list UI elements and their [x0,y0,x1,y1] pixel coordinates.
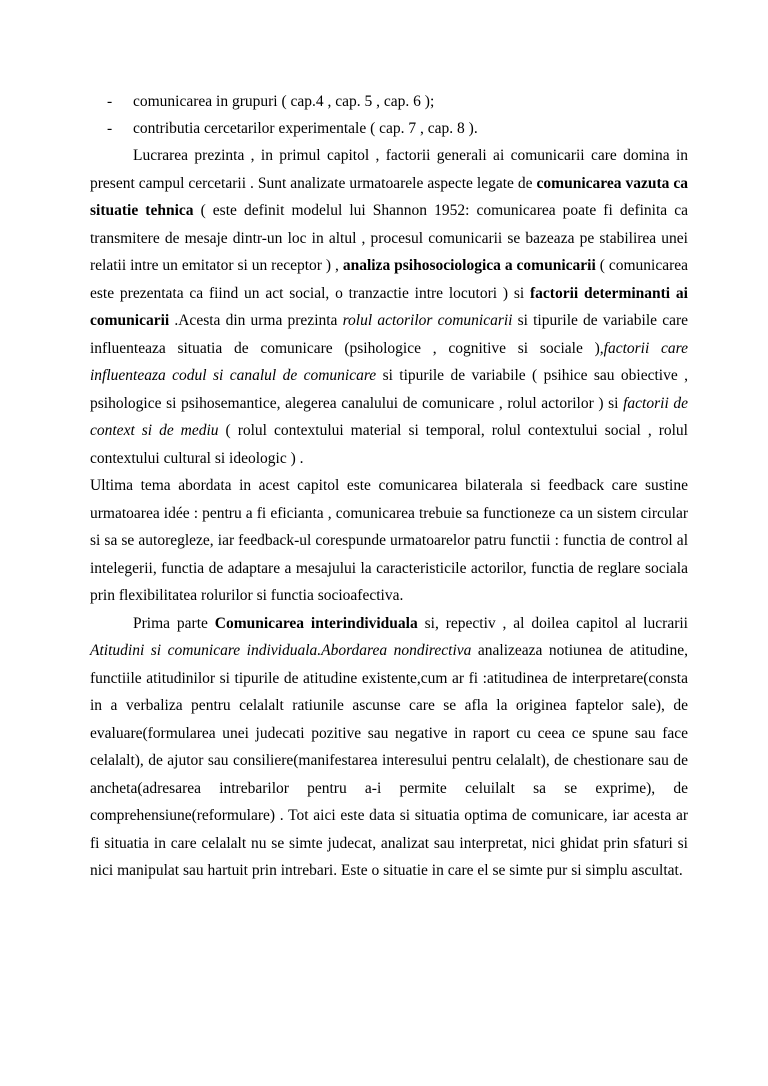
bullet-text: comunicarea in grupuri ( cap.4 , cap. 5 , cap. 6 ); [133,93,435,110]
bullet-dash: - [107,120,113,137]
page-content [90,88,688,885]
italic-term: ,factorii care influenteaza codul si canalul de comunicare [90,339,688,384]
italic-term: factorii de context si de mediu [90,394,688,439]
paragraph-chapter-one [90,142,688,472]
bold-term: factorii determinanti ai comunicarii [90,284,688,329]
italic-term: rolul actorilor comunicarii [342,312,513,329]
text-run: .Acesta din urma prezinta [169,312,343,329]
paragraph-feedback: Ultima tema abordata in acest capitol este comunicarea bilaterala si feedback care sustine urmatoarea idée : pentru a fi eficianta , comunicarea trebuie sa functioneze ca un sistem circular si sa se autoregleze, iar feedback-ul corespunde urmatoarelor patru functii : functia de control al intelegerii, functia de adaptare a mesajului la caracteristicile actorilor, functia de reglare sociala prin flexibilitatea rolurilor si functia socioafectiva. [90,477,688,604]
italic-term: Atitudini si comunicare individuala.Abordarea nondirectiva [90,642,472,659]
text-run: Prima parte [133,614,215,632]
text-run: Lucrarea prezinta , in primul capitol , factorii generali ai comunicarii care domina in present campul cercetarii . Sunt analizate urmatoarele aspecte legate de [90,147,688,192]
text-run: ( este definit modelul lui Shannon 1952: comunicarea poate fi definita ca transmitere de mesaje dintr-un loc in altul , procesul comunicarii se bazeaza pe stabilirea unei relatii intre un emitator si un receptor ) , [90,202,688,274]
bold-term: Comunicarea interindividuala [214,614,418,632]
bullet-item-experiments [90,115,688,142]
paragraph-first-part [90,610,688,885]
bold-term: comunicarea vazuta ca situatie tehnica [90,174,688,219]
text-run: si tipurile de variabile ( psihice sau obiective , psihologice si psihosemantice, alegerea canalului de comunicare , rolul actorilor ) si [90,367,688,412]
text-run: ( rolul contextului material si temporal, rolul contextului social , rolul contextului cultural si ideologic ) . [90,422,688,467]
text-run: ( comunicarea este prezentata ca fiind un act social, o tranzactie intre locutori ) si [90,257,688,302]
bullet-text: contributia cercetarilor experimentale ( cap. 7 , cap. 8 ). [133,120,478,137]
bullet-item-groups [90,88,688,115]
text-run: analizeaza notiunea de atitudine, functiile atitudinilor si tipurile de atitudine existente,cum ar fi :atitudinea de interpretare(consta in a verbaliza pentru celalalt ratiunile ascunse care se afla la originea faptelor sale), de evaluare(formularea unei judecati pozitive sau negative in raport cu ceea ce spune sau face celalalt), de ajutor sau consiliere(manifestarea interesului pentru celalalt), de chestionare sau de ancheta(adresarea intrebarilor pentru a-i permite celuilalt sa se exprime), de comprehensiune(reformulare) . Tot aici este data si situatia optima de comunicare, iar acesta ar fi situatia in care celalalt nu se simte judecat, analizat sau interpretat, nici ghidat prin sfaturi si nici manipulat sau hartuit prin intrebari. Este o situatie in care el se simte pur si simplu ascultat. [90,642,688,879]
text-run: si tipurile de variabile care influenteaza situatia de comunicare (psihologice , cognitive si sociale ) [90,312,688,357]
text-run: si, repectiv , al doilea capitol al lucrarii [417,614,688,632]
bold-term: analiza psihosociologica a comunicarii [342,257,596,274]
bullet-dash: - [107,93,113,110]
